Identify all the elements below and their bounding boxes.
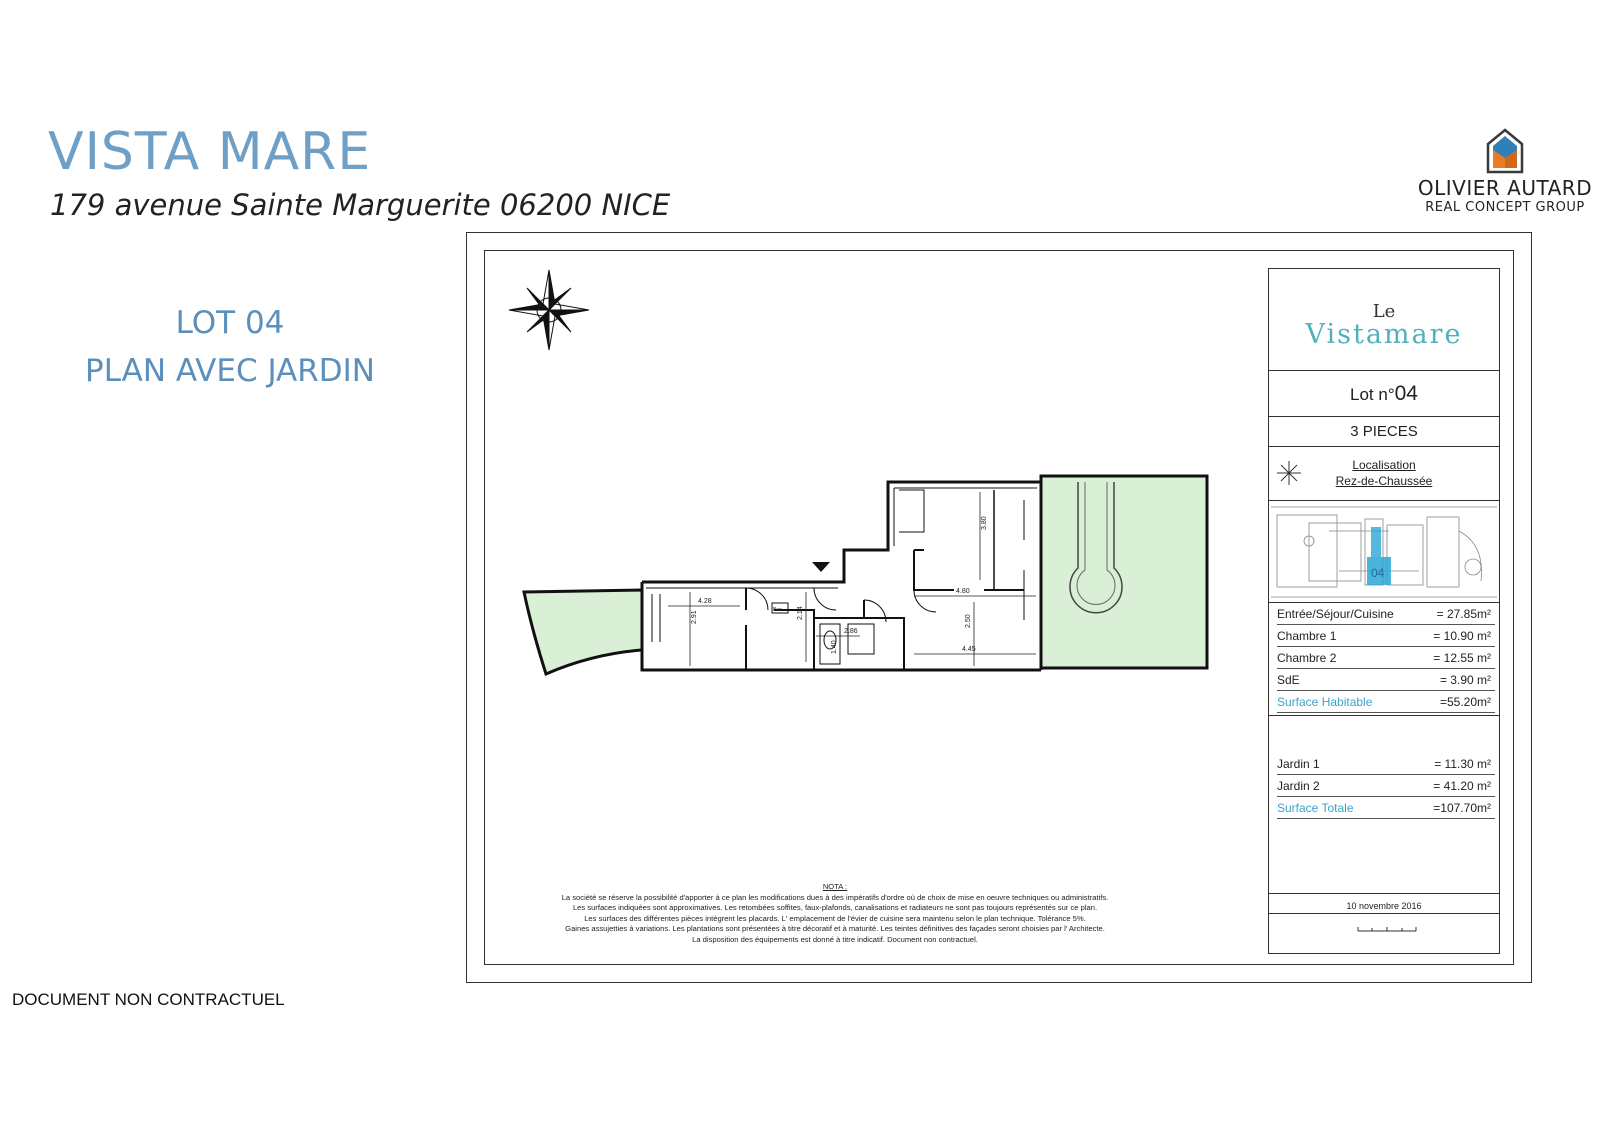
map-lot-label: 04 (1371, 566, 1385, 580)
nota-block (530, 882, 1140, 945)
nota-line: Gaines assujetties à variations. Les plantations sont présentées à titre décoratif et à maturité. Les teintes définitives des façades seront choisies par l' Architecte. (565, 924, 1105, 933)
dim-4-80: 4.80 (956, 588, 970, 595)
surface-label: Chambre 2 (1277, 651, 1337, 665)
surface-value: = 27.85m² (1436, 607, 1491, 621)
surface-totale-row (1277, 797, 1495, 819)
project-address: 179 avenue Sainte Marguerite 06200 NICE (50, 188, 671, 222)
jardin-row (1277, 775, 1495, 797)
localisation-label: Localisation (1352, 458, 1416, 472)
brand-name: Vistamare (1305, 319, 1463, 350)
plan-heading: PLAN AVEC JARDIN (85, 353, 375, 389)
lot-info-panel (1268, 268, 1500, 954)
brand-prefix: Le (1372, 301, 1396, 322)
dim-3-80: 3.80 (981, 516, 988, 530)
surface-row (1277, 603, 1495, 625)
dim-2-86: 2.86 (844, 628, 858, 635)
logo-subtitle: REAL CONCEPT GROUP (1425, 200, 1585, 215)
localisation-value: Rez-de-Chaussée (1335, 474, 1433, 488)
nota-line: Les surfaces indiquées sont approximatives. Les retombées soffites, faux-plafonds, canalisations et radiateurs ne sont pas toujours représentés sur ce plan. (572, 903, 1098, 912)
floor-plan (484, 250, 1254, 965)
date-divider-top (1269, 893, 1499, 894)
pieces-cell: 3 PIECES (1269, 417, 1499, 447)
nota-line: La société se réserve la possibilité d'apporter à ce plan les modifications dues à des impératifs d'ordre où de choix de mise en oeuvre techniques ou administratifs. (561, 892, 1109, 902)
compass-rose-icon (509, 270, 589, 350)
surface-row (1277, 625, 1495, 647)
lot-number-value: 04 (1394, 382, 1418, 405)
surface-label: SdE (1277, 673, 1300, 687)
dim-4-28: 4.28 (698, 598, 712, 605)
lot-number-label: Lot n° (1350, 385, 1395, 404)
house-logo-icon (1484, 128, 1526, 174)
project-title: VISTA MARE (48, 122, 372, 182)
scale-bar-icon (1357, 925, 1417, 933)
surface-totale-label: Surface Totale (1277, 801, 1354, 815)
dim-1-40: 1.40 (831, 640, 838, 654)
label-bac: Bac. (773, 607, 784, 613)
nota-title: NOTA : (822, 882, 848, 891)
jardin-row (1277, 753, 1495, 775)
dim-2-91: 2.91 (691, 610, 698, 624)
garden-1 (524, 590, 642, 674)
surface-value: = 12.55 m² (1433, 651, 1491, 665)
garden-2 (1041, 476, 1207, 668)
surface-value: = 10.90 m² (1433, 629, 1491, 643)
location-mini-map (1269, 501, 1499, 603)
dim-4-45: 4.45 (962, 646, 976, 653)
surface-row (1277, 647, 1495, 669)
surface-habitable-label: Surface Habitable (1277, 695, 1373, 709)
surface-label: Chambre 1 (1277, 629, 1337, 643)
logo-name: OLIVIER AUTARD (1417, 176, 1593, 200)
company-logo (1410, 128, 1600, 215)
jardin-value: = 41.20 m² (1433, 779, 1491, 793)
surface-habitable-row (1277, 691, 1495, 713)
jardin-label: Jardin 1 (1277, 757, 1320, 771)
entrance-arrow-icon (812, 562, 830, 572)
jardin-value: = 11.30 m² (1434, 757, 1491, 771)
plan-date: 10 novembre 2016 (1346, 901, 1422, 911)
jardin-label: Jardin 2 (1277, 779, 1320, 793)
mini-compass-icon (1275, 459, 1303, 487)
lot-number-cell (1269, 371, 1499, 417)
disclaimer-text: DOCUMENT NON CONTRACTUEL (12, 990, 285, 1009)
dim-2-14: 2.14 (797, 606, 804, 620)
surface-row (1277, 669, 1495, 691)
apartment-walls (642, 482, 1041, 670)
section-divider (1269, 715, 1499, 716)
lot-heading: LOT 04 (175, 305, 285, 341)
brand-cell (1269, 269, 1499, 371)
dim-2-50: 2.50 (965, 614, 972, 628)
surface-totale-value: =107.70m² (1433, 801, 1491, 815)
date-divider-bottom (1269, 913, 1499, 914)
surface-habitable-value: =55.20m² (1439, 695, 1491, 709)
nota-line: Les surfaces des différentes pièces intègrent les placards. L' emplacement de l'évier de cuisine sera maintenu selon le plan technique. Tolérance 5%. (584, 913, 1086, 923)
localisation-cell (1269, 447, 1499, 501)
nota-line: La disposition des équipements est donné à titre indicatif. Document non contractuel. (692, 934, 978, 944)
surface-value: = 3.90 m² (1439, 673, 1491, 687)
surface-label: Entrée/Séjour/Cuisine (1277, 607, 1394, 621)
